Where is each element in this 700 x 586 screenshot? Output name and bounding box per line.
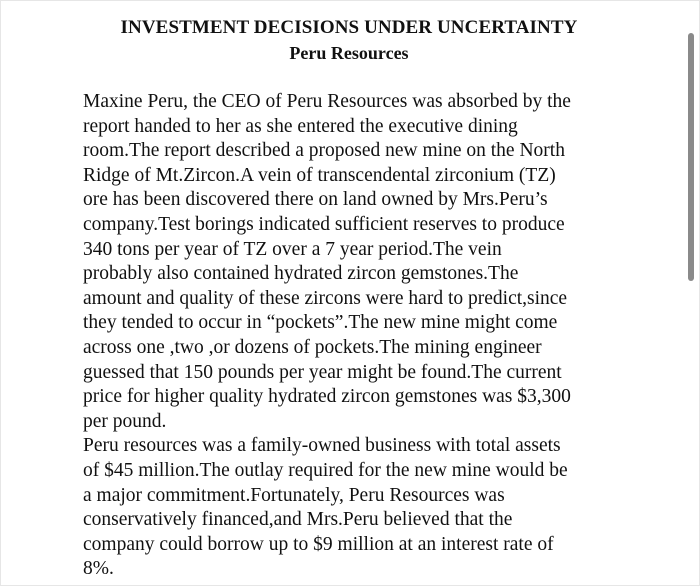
vertical-scrollbar[interactable] — [688, 33, 694, 281]
text-line: conservatively financed,and Mrs.Peru believed that the — [83, 509, 513, 531]
document-title: INVESTMENT DECISIONS UNDER UNCERTAINTY — [120, 17, 578, 38]
text-line: company could borrow up to $9 million at an interest rate of — [83, 533, 554, 555]
text-line: amount and quality of these zircons were hard to predict,since — [83, 287, 568, 309]
text-line: ore has been discovered there on land owned by Mrs.Peru’s — [83, 189, 548, 211]
text-line: 340 tons per year of TZ over a 7 year period.The vein — [83, 238, 502, 260]
text-line: they tended to occur in “pockets”.The new mine might come — [83, 312, 558, 334]
text-line: company.Test borings indicated sufficient reserves to produce — [83, 213, 565, 235]
text-line: Maxine Peru, the CEO of Peru Resources was absorbed by the — [83, 91, 571, 112]
text-line: 8%. — [83, 558, 114, 580]
text-line: of $45 million.The outlay required for the new mine would be — [83, 459, 568, 481]
text-line: Ridge of Mt.Zircon.A vein of transcendental zirconium (TZ) — [83, 164, 556, 186]
text-line: guessed that 150 pounds per year might be found.The current — [83, 361, 562, 383]
document-subtitle: Peru Resources — [289, 43, 409, 63]
text-line: Peru resources was a family-owned business with total assets — [83, 435, 561, 457]
text-line: per pound. — [83, 410, 167, 432]
text-line: report handed to her as she entered the executive dining — [83, 115, 518, 137]
text-line: across one ,two ,or dozens of pockets.The mining engineer — [83, 336, 542, 358]
text-line: a major commitment.Fortunately, Peru Resources was — [83, 484, 505, 506]
text-line: room.The report described a proposed new mine on the North — [83, 140, 565, 162]
text-line: probably also contained hydrated zircon gemstones.The — [83, 263, 519, 285]
text-line: price for higher quality hydrated zircon gemstones was $3,300 — [83, 386, 571, 408]
document-body — [83, 90, 643, 582]
